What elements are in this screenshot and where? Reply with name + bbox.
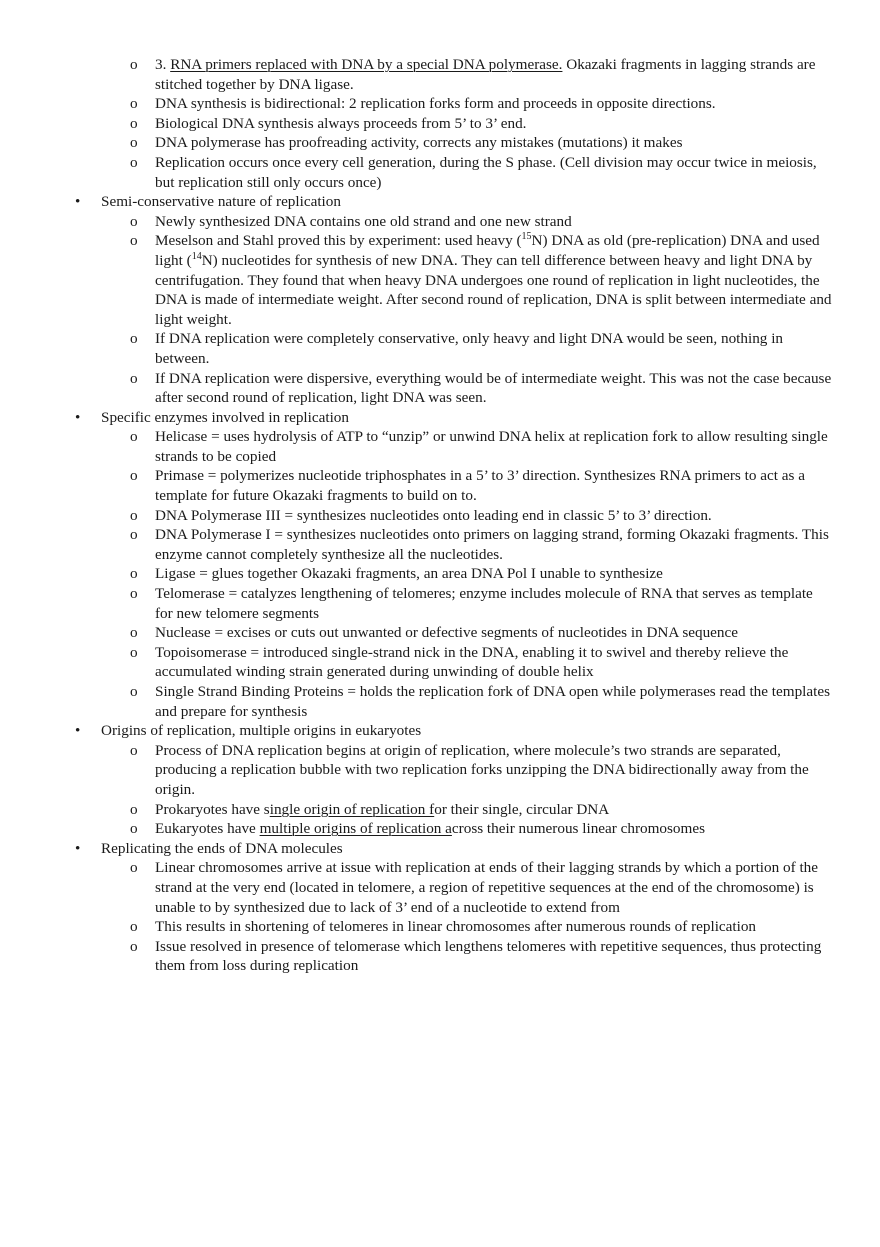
section-heading	[0, 839, 880, 859]
list-item	[0, 133, 880, 153]
list-item	[0, 682, 880, 721]
list-item	[0, 506, 880, 526]
list-item	[0, 564, 880, 584]
enzymes-sublist	[0, 427, 880, 721]
bullet: •	[75, 193, 81, 211]
item-text: N) nucleotides for synthesis of new DNA. They can tell difference between heavy and light DNA by centrifugation. They found that when heavy DNA undergoes one round of replication in light nucleotides, the DNA is made of intermediate weight. After second round of replication, DNA is split between intermediate and light weight.	[155, 251, 832, 328]
item-text: Primase = polymerizes nucleotide triphosphates in a 5’ to 3’ direction. Synthesizes RNA primers to act as a template for future Okazaki fragments to build on to.	[155, 467, 805, 505]
item-text: Prokaryotes have s	[155, 800, 270, 818]
list-item	[0, 55, 880, 94]
list-item	[0, 858, 880, 917]
heading-text: Specific enzymes involved in replication	[101, 408, 349, 426]
section-heading	[0, 721, 880, 741]
item-text: Nuclease = excises or cuts out unwanted or defective segments of nucleotides in DNA sequence	[155, 624, 738, 642]
item-text: DNA polymerase has proofreading activity, corrects any mistakes (mutations) it makes	[155, 134, 683, 152]
item-text: N) DNA as old (pre-replication) DNA and used light (	[155, 232, 820, 269]
bullet: o	[130, 643, 138, 661]
list-item	[0, 800, 880, 820]
bullet: o	[130, 212, 138, 230]
bullet: •	[75, 839, 81, 857]
list-item	[0, 741, 880, 800]
bullet: o	[130, 741, 138, 759]
section-heading	[0, 408, 880, 428]
bullet: o	[130, 820, 138, 838]
heading-text: Semi-conservative nature of replication	[101, 193, 341, 211]
item-text: Meselson and Stahl proved this by experiment: used heavy (	[155, 232, 522, 250]
document-page	[0, 55, 880, 976]
list-item	[0, 369, 880, 408]
item-text: Eukaryotes have	[155, 820, 260, 838]
bullet: o	[130, 937, 138, 955]
bullet: o	[130, 153, 138, 171]
bullet: o	[130, 56, 138, 73]
list-item	[0, 212, 880, 232]
bullet: o	[130, 565, 138, 583]
item-text: cross their numerous linear chromosomes	[451, 820, 705, 838]
item-text: If DNA replication were dispersive, everything would be of intermediate weight. This was not the case because after second round of replication, light DNA was seen.	[155, 369, 832, 407]
underlined-text: ingle origin of replication f	[269, 800, 435, 818]
list-item	[0, 94, 880, 114]
heading-text: Origins of replication, multiple origins in eukaryotes	[101, 722, 422, 740]
item-text: This results in shortening of telomeres in linear chromosomes after numerous rounds of replication	[155, 918, 757, 936]
underlined-text: multiple origins of replication a	[259, 820, 452, 838]
item-text: If DNA replication were completely conservative, only heavy and light DNA would be seen, nothing in between.	[155, 330, 784, 367]
list-item	[0, 153, 880, 192]
item-text: Topoisomerase = introduced single-strand nick in the DNA, enabling it to swivel and thereby relieve the accumulated winding strain generated during unwinding of double helix	[155, 643, 789, 681]
item-text: DNA Polymerase III = synthesizes nucleotides onto leading end in classic 5’ to 3’ direction.	[155, 506, 712, 524]
list-item	[0, 466, 880, 505]
item-text: 3.	[155, 56, 171, 73]
bullet: o	[130, 506, 138, 524]
heading-text: Replicating the ends of DNA molecules	[101, 839, 343, 857]
bullet: o	[130, 330, 138, 348]
section-heading	[0, 192, 880, 212]
superscript: 15	[521, 231, 532, 243]
bullet: o	[130, 95, 138, 113]
item-text: Ligase = glues together Okazaki fragments, an area DNA Pol I unable to synthesize	[155, 565, 663, 583]
item-text: DNA synthesis is bidirectional: 2 replication forks form and proceeds in opposite directions.	[155, 95, 716, 113]
bullet: o	[130, 232, 138, 250]
bullet: o	[130, 526, 138, 544]
bullet: o	[130, 467, 138, 485]
section-semi-conservative	[0, 192, 880, 212]
item-text: Single Strand Binding Proteins = holds the replication fork of DNA open while polymerases read the templates and prepare for synthesis	[155, 683, 830, 720]
bullet: o	[130, 369, 138, 387]
section-origins	[0, 721, 880, 741]
bullet: o	[130, 800, 138, 818]
bullet: o	[130, 134, 138, 152]
underlined-text: RNA primers replaced with DNA by a special DNA polymerase.	[170, 56, 563, 73]
bullet: o	[130, 585, 138, 603]
bullet: •	[75, 722, 81, 740]
bullet: o	[130, 428, 138, 446]
top-sublist	[0, 55, 880, 192]
list-item	[0, 584, 880, 623]
item-text: Linear chromosomes arrive at issue with replication at ends of their lagging strands by which a portion of the strand at the very end (located in telomere, a region of repetitive sequences at the end of the chromosome) is unable to by synthesized due to lack of 3’ end of a nucleotide to extend from	[155, 859, 819, 916]
ends-sublist	[0, 858, 880, 976]
origins-sublist	[0, 741, 880, 839]
list-item	[0, 819, 880, 839]
bullet: o	[130, 918, 138, 936]
list-item	[0, 231, 880, 329]
item-text: Telomerase = catalyzes lengthening of telomeres; enzyme includes molecule of RNA that serves as template for new telomere segments	[155, 585, 813, 622]
item-text: Okazaki fragments in lagging strands are stitched together by DNA ligase.	[155, 56, 816, 93]
section-ends	[0, 839, 880, 859]
item-text: Issue resolved in presence of telomerase which lengthens telomeres with repetitive sequences, thus protecting them from loss during replication	[155, 937, 822, 975]
list-item	[0, 917, 880, 937]
item-text: DNA Polymerase I = synthesizes nucleotides onto primers on lagging strand, forming Okazaki fragments. This enzyme cannot completely synthesize all the nucleotides.	[155, 526, 829, 563]
item-text: Replication occurs once every cell generation, during the S phase. (Cell division may occur twice in meiosis, but replication still only occurs once)	[155, 153, 817, 191]
list-item	[0, 643, 880, 682]
superscript: 14	[191, 250, 202, 262]
list-item	[0, 525, 880, 564]
bullet: o	[130, 683, 138, 700]
bullet: o	[130, 114, 138, 132]
item-text: Biological DNA synthesis always proceeds from 5’ to 3’ end.	[155, 114, 527, 132]
bullet: o	[130, 624, 138, 642]
item-text: Process of DNA replication begins at origin of replication, where molecule’s two strands are separated, producing a replication bubble with two replication forks unzipping the DNA bidirectionally away from the origin.	[155, 741, 809, 798]
bullet: o	[130, 859, 138, 877]
item-text: Helicase = uses hydrolysis of ATP to “unzip” or unwind DNA helix at replication fork to allow resulting single strands to be copied	[155, 428, 828, 465]
item-text: Newly synthesized DNA contains one old strand and one new strand	[155, 212, 572, 230]
list-item	[0, 937, 880, 976]
semi-sublist	[0, 212, 880, 408]
list-item	[0, 329, 880, 368]
bullet: •	[75, 408, 81, 426]
list-item	[0, 623, 880, 643]
section-enzymes	[0, 408, 880, 428]
list-item	[0, 114, 880, 134]
list-item	[0, 427, 880, 466]
item-text: or their single, circular DNA	[434, 800, 610, 818]
